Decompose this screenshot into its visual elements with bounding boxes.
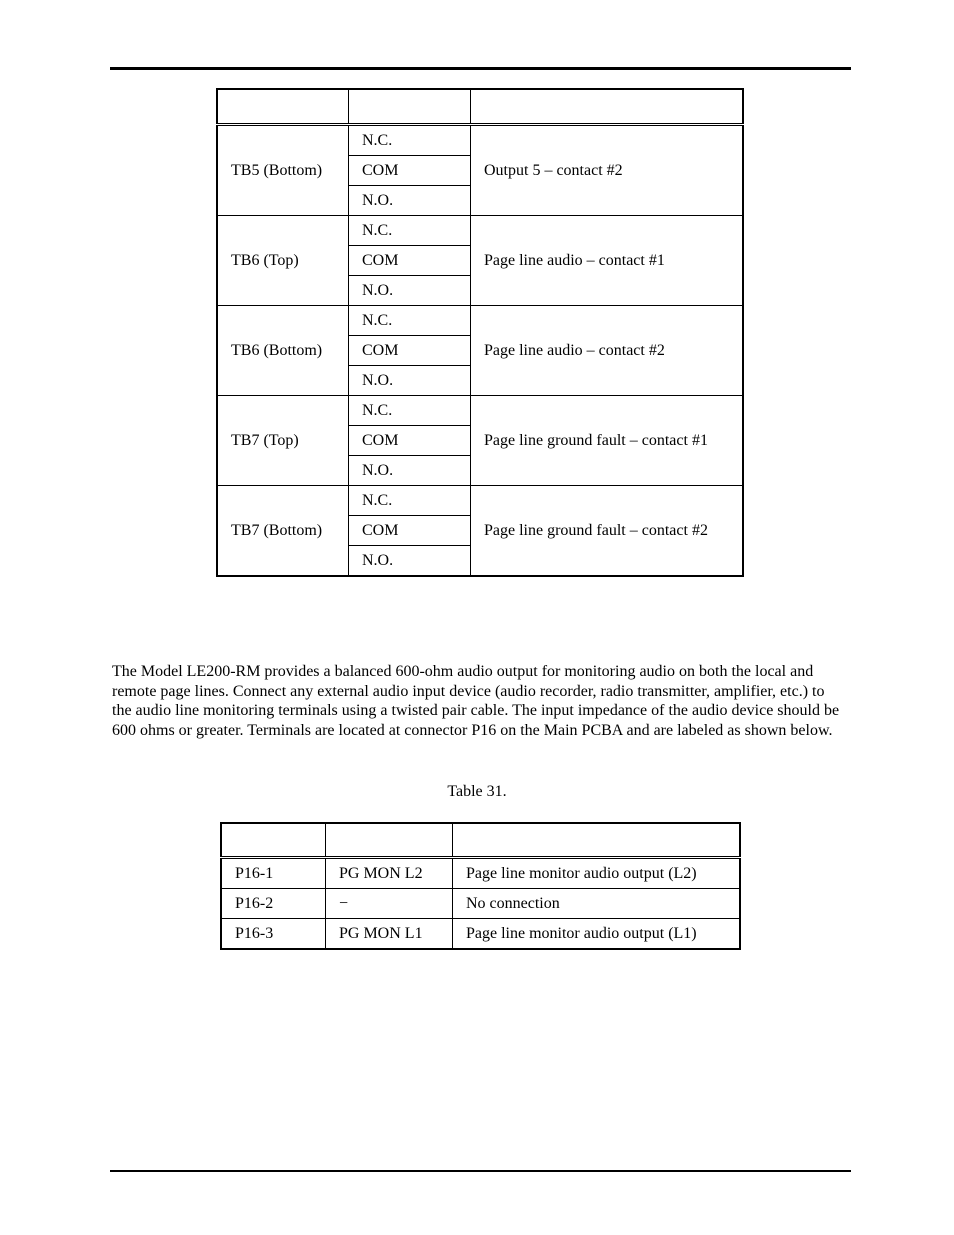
contact-cell: N.O. <box>349 276 471 306</box>
table-caption: Table 31. <box>447 783 507 800</box>
header-cell <box>453 823 741 858</box>
table-row <box>221 858 740 889</box>
contact-cell: N.C. <box>349 396 471 426</box>
contact-cell: N.C. <box>349 125 471 156</box>
contact-cell: N.C. <box>349 486 471 516</box>
table-header-row <box>221 823 740 858</box>
function-cell: No connection <box>453 889 741 919</box>
contact-cell: N.O. <box>349 366 471 396</box>
label-cell: PG MON L1 <box>326 919 453 950</box>
terminal-cell: TB5 (Bottom) <box>217 125 349 216</box>
label-cell: − <box>326 889 453 919</box>
contact-cell: N.O. <box>349 186 471 216</box>
function-cell: Page line monitor audio output (L1) <box>453 919 741 950</box>
function-cell: Output 5 – contact #2 <box>471 125 744 216</box>
header-cell <box>349 89 471 125</box>
contact-cell: COM <box>349 336 471 366</box>
table-row <box>217 125 743 156</box>
table-row <box>217 216 743 246</box>
terminal-cell: TB6 (Bottom) <box>217 306 349 396</box>
function-cell: Page line audio – contact #1 <box>471 216 744 306</box>
contact-cell: COM <box>349 246 471 276</box>
label-cell: PG MON L2 <box>326 858 453 889</box>
table-row <box>217 396 743 426</box>
contact-cell: COM <box>349 516 471 546</box>
header-cell <box>471 89 744 125</box>
table-row <box>221 919 740 950</box>
table-row <box>221 889 740 919</box>
terminal-cell: P16-3 <box>221 919 326 950</box>
contact-cell: COM <box>349 156 471 186</box>
header-cell <box>221 823 326 858</box>
function-cell: Page line ground fault – contact #2 <box>471 486 744 577</box>
header-cell <box>326 823 453 858</box>
function-cell: Page line audio – contact #2 <box>471 306 744 396</box>
header-rule <box>110 67 851 70</box>
terminal-cell: TB7 (Bottom) <box>217 486 349 577</box>
table-row <box>217 306 743 336</box>
table-row <box>217 486 743 516</box>
table-header-row <box>217 89 743 125</box>
terminal-contacts-table <box>216 88 744 577</box>
function-cell: Page line monitor audio output (L2) <box>453 858 741 889</box>
terminal-cell: P16-1 <box>221 858 326 889</box>
header-cell <box>217 89 349 125</box>
p16-connector-table <box>220 822 741 950</box>
contact-cell: N.O. <box>349 456 471 486</box>
terminal-cell: TB6 (Top) <box>217 216 349 306</box>
contact-cell: N.O. <box>349 546 471 577</box>
contact-cell: N.C. <box>349 216 471 246</box>
body-paragraph: The Model LE200-RM provides a balanced 600-ohm audio output for monitoring audio on both the local and remote page lines. Connect any external audio input device (audio recorder, radio transmitter, amplifier, etc.) to the audio line monitoring terminals using a twisted pair cable. The input impedance of the audio device should be 600 ohms or greater. Terminals are located at connector P16 on the Main PCBA and are labeled as shown below. <box>112 663 840 739</box>
terminal-cell: TB7 (Top) <box>217 396 349 486</box>
contact-cell: N.C. <box>349 306 471 336</box>
footer-rule <box>110 1170 851 1172</box>
function-cell: Page line ground fault – contact #1 <box>471 396 744 486</box>
terminal-cell: P16-2 <box>221 889 326 919</box>
contact-cell: COM <box>349 426 471 456</box>
